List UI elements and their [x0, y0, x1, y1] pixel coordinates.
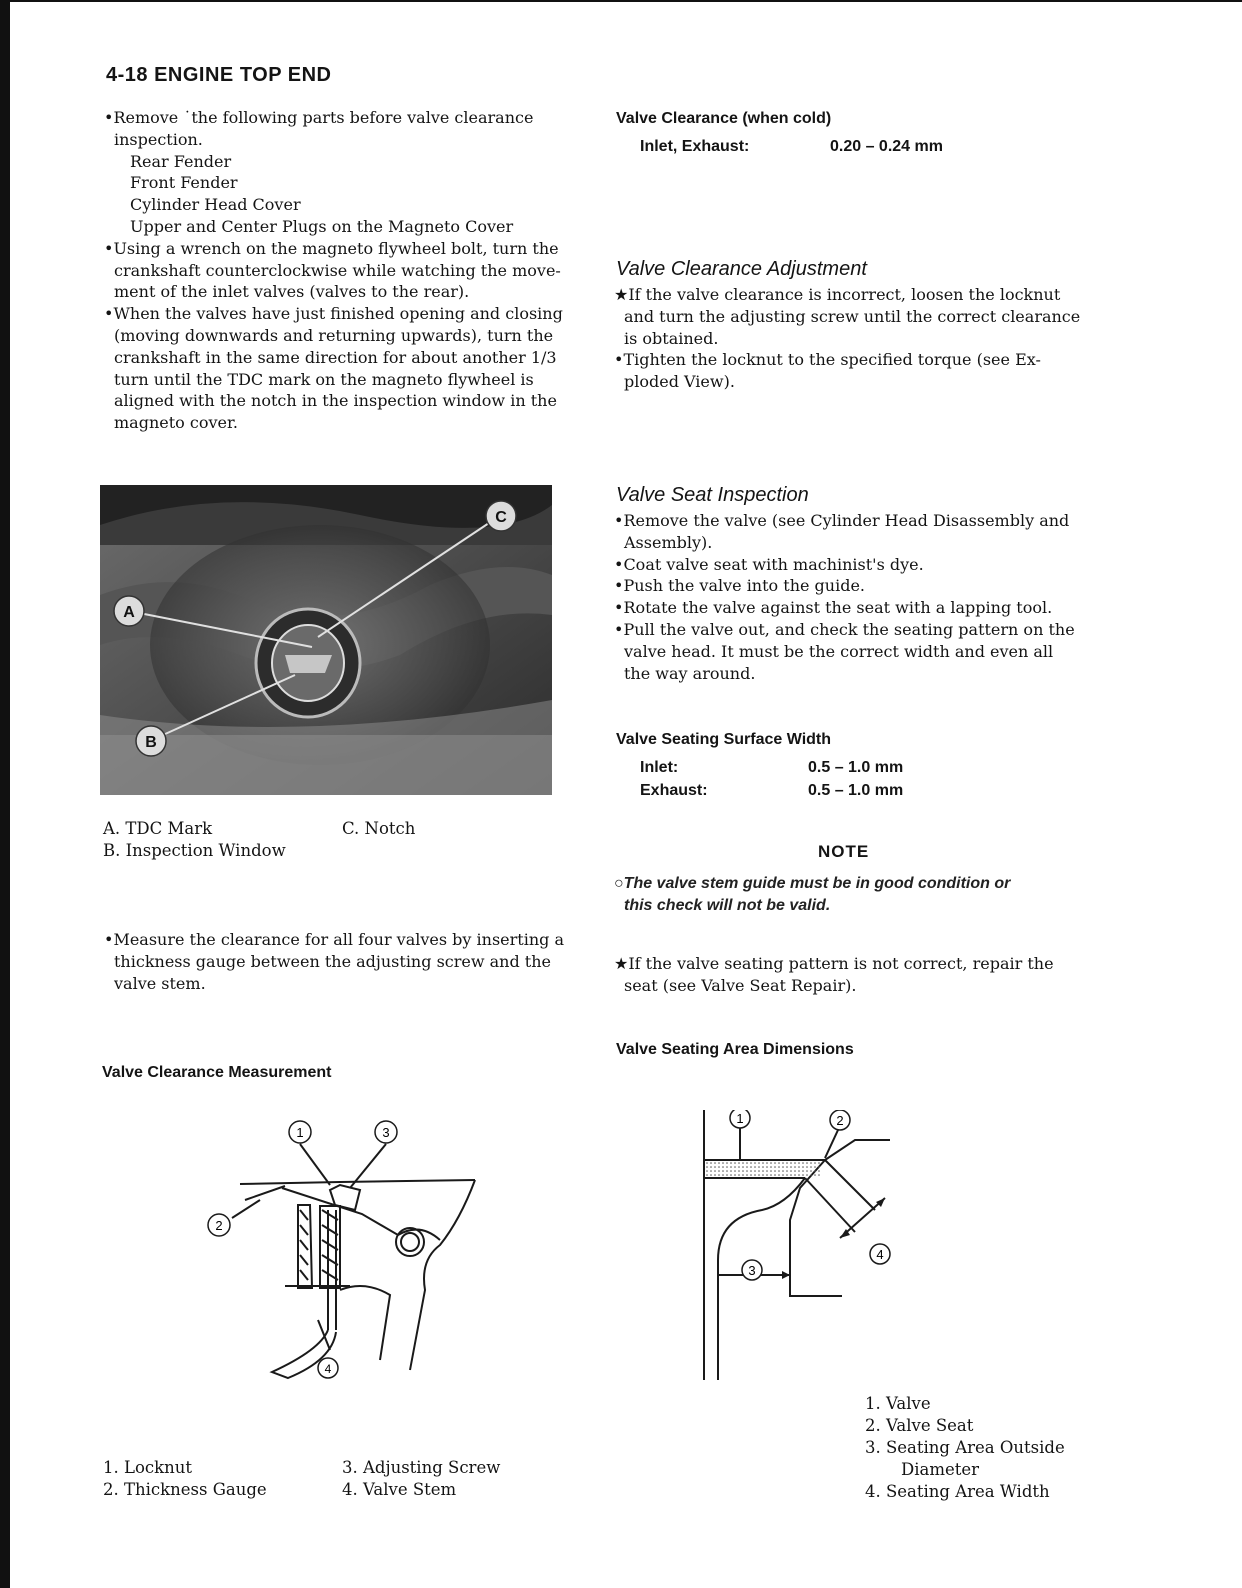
text-line: •Using a wrench on the magneto flywheel bolt, turn the [104, 238, 559, 258]
fig1-callout-1: 1 [296, 1125, 304, 1140]
fig2-callout-1: 1 [736, 1111, 744, 1126]
text-line: •When the valves have just finished opening and closing [104, 304, 563, 324]
removal-instructions [104, 107, 563, 434]
part-item: Front Fender [130, 173, 238, 193]
text-line: turn until the TDC mark on the magneto flywheel is [114, 369, 534, 389]
text-line: •Measure the clearance for all four valves by inserting a [104, 930, 565, 949]
valve-seating-diagram [690, 1110, 920, 1390]
inlet-value: 0.5 – 1.0 mm [808, 759, 904, 776]
text-line: the way around. [624, 663, 756, 683]
text-line: ment of the inlet valves (valves to the rear). [114, 282, 470, 302]
text-line: aligned with the notch in the inspection window in the [114, 391, 557, 411]
repair-text [614, 953, 1054, 997]
clearance-spec-value: 0.20 – 0.24 mm [830, 138, 943, 155]
seat-inspection-title: Valve Seat Inspection [616, 484, 809, 506]
legend-item: 1. Valve [865, 1394, 931, 1413]
adjustment-title: Valve Clearance Adjustment [616, 258, 867, 280]
note-heading: NOTE [818, 842, 870, 861]
measure-instructions [104, 929, 564, 994]
legend-item: 2. Thickness Gauge [103, 1480, 267, 1499]
figure2-title: Valve Seating Area Dimensions [616, 1041, 854, 1058]
text-line: seat (see Valve Seat Repair). [624, 975, 857, 995]
figure1-title: Valve Clearance Measurement [102, 1064, 332, 1081]
text-line: ploded View). [624, 372, 735, 392]
legend-item: 4. Seating Area Width [865, 1482, 1050, 1501]
figure2-legend [865, 1393, 1065, 1503]
text-line: ★If the valve seating pattern is not correct, repair the [614, 954, 1054, 973]
caption-a: A. TDC Mark [103, 819, 213, 838]
text-line: •Tighten the locknut to the specified torque (see Ex- [614, 350, 1041, 370]
callout-c: C [495, 509, 507, 526]
callout-b: B [145, 734, 157, 751]
seating-width-title: Valve Seating Surface Width [616, 731, 832, 748]
text-line: Assembly). [624, 532, 713, 552]
text-line: is obtained. [624, 328, 719, 348]
text-line: thickness gauge between the adjusting screw and the [114, 951, 552, 971]
clearance-spec-label: Inlet, Exhaust: [640, 138, 750, 155]
exhaust-label: Exhaust: [640, 782, 708, 799]
inlet-label: Inlet: [640, 759, 679, 776]
page-title: 4-18 ENGINE TOP END [106, 64, 332, 86]
exhaust-value: 0.5 – 1.0 mm [808, 782, 904, 799]
text-line: crankshaft in the same direction for about another 1/3 [114, 347, 557, 367]
fig1-callout-3: 3 [382, 1125, 390, 1140]
text-line: ○The valve stem guide must be in good condition or [614, 875, 1011, 892]
legend-item: 4. Valve Stem [342, 1480, 457, 1499]
caption-c: C. Notch [342, 819, 416, 838]
text-line: valve head. It must be the correct width and even all [624, 641, 1054, 661]
legend-item: 2. Valve Seat [865, 1416, 974, 1435]
fig2-callout-2: 2 [836, 1113, 844, 1128]
text-line: (moving downwards and returning upwards), turn the [114, 325, 554, 345]
page-frame-top [0, 0, 1242, 2]
seat-inspection-text [614, 510, 1075, 684]
valve-clearance-diagram [190, 1110, 520, 1410]
note-text [614, 873, 1010, 917]
text-line: inspection. [114, 129, 203, 149]
part-item: Upper and Center Plugs on the Magneto Cover [130, 216, 514, 236]
legend-item: 3. Seating Area Outside [865, 1438, 1065, 1457]
photo-caption-left [103, 818, 286, 862]
figure1-legend-right [342, 1457, 500, 1501]
text-line: ★If the valve clearance is incorrect, loosen the locknut [614, 285, 1061, 304]
part-item: Rear Fender [130, 151, 232, 171]
fig2-callout-4: 4 [876, 1247, 884, 1262]
legend-item: 3. Adjusting Screw [342, 1458, 501, 1477]
text-line: •Push the valve into the guide. [614, 576, 866, 596]
fig2-callout-3: 3 [748, 1263, 756, 1278]
text-line: •Rotate the valve against the seat with a lapping tool. [614, 598, 1053, 618]
text-line: magneto cover. [114, 413, 238, 433]
fig1-callout-2: 2 [215, 1218, 223, 1233]
figure1-legend-left [103, 1457, 267, 1501]
page-frame-left [0, 0, 10, 1588]
text-line: this check will not be valid. [624, 897, 831, 914]
callout-a: A [123, 604, 135, 621]
fig1-callout-4: 4 [324, 1362, 332, 1376]
text-line: valve stem. [114, 973, 206, 993]
text-line: •Remove the valve (see Cylinder Head Disassembly and [614, 511, 1070, 530]
adjustment-text [614, 284, 1080, 393]
text-line: crankshaft counterclockwise while watching the move- [114, 260, 561, 280]
text-line: •Pull the valve out, and check the seating pattern on the [614, 619, 1075, 639]
legend-item: 1. Locknut [103, 1458, 193, 1477]
part-item: Cylinder Head Cover [130, 195, 301, 215]
clearance-spec-title: Valve Clearance (when cold) [616, 110, 832, 127]
legend-item: Diameter [901, 1460, 980, 1479]
text-line: and turn the adjusting screw until the correct clearance [624, 306, 1081, 326]
text-line: •Remove ˙the following parts before valve clearance [104, 108, 534, 127]
text-line: •Coat valve seat with machinist's dye. [614, 554, 924, 574]
caption-b: B. Inspection Window [103, 841, 286, 860]
tdc-mark-photo [100, 485, 552, 795]
